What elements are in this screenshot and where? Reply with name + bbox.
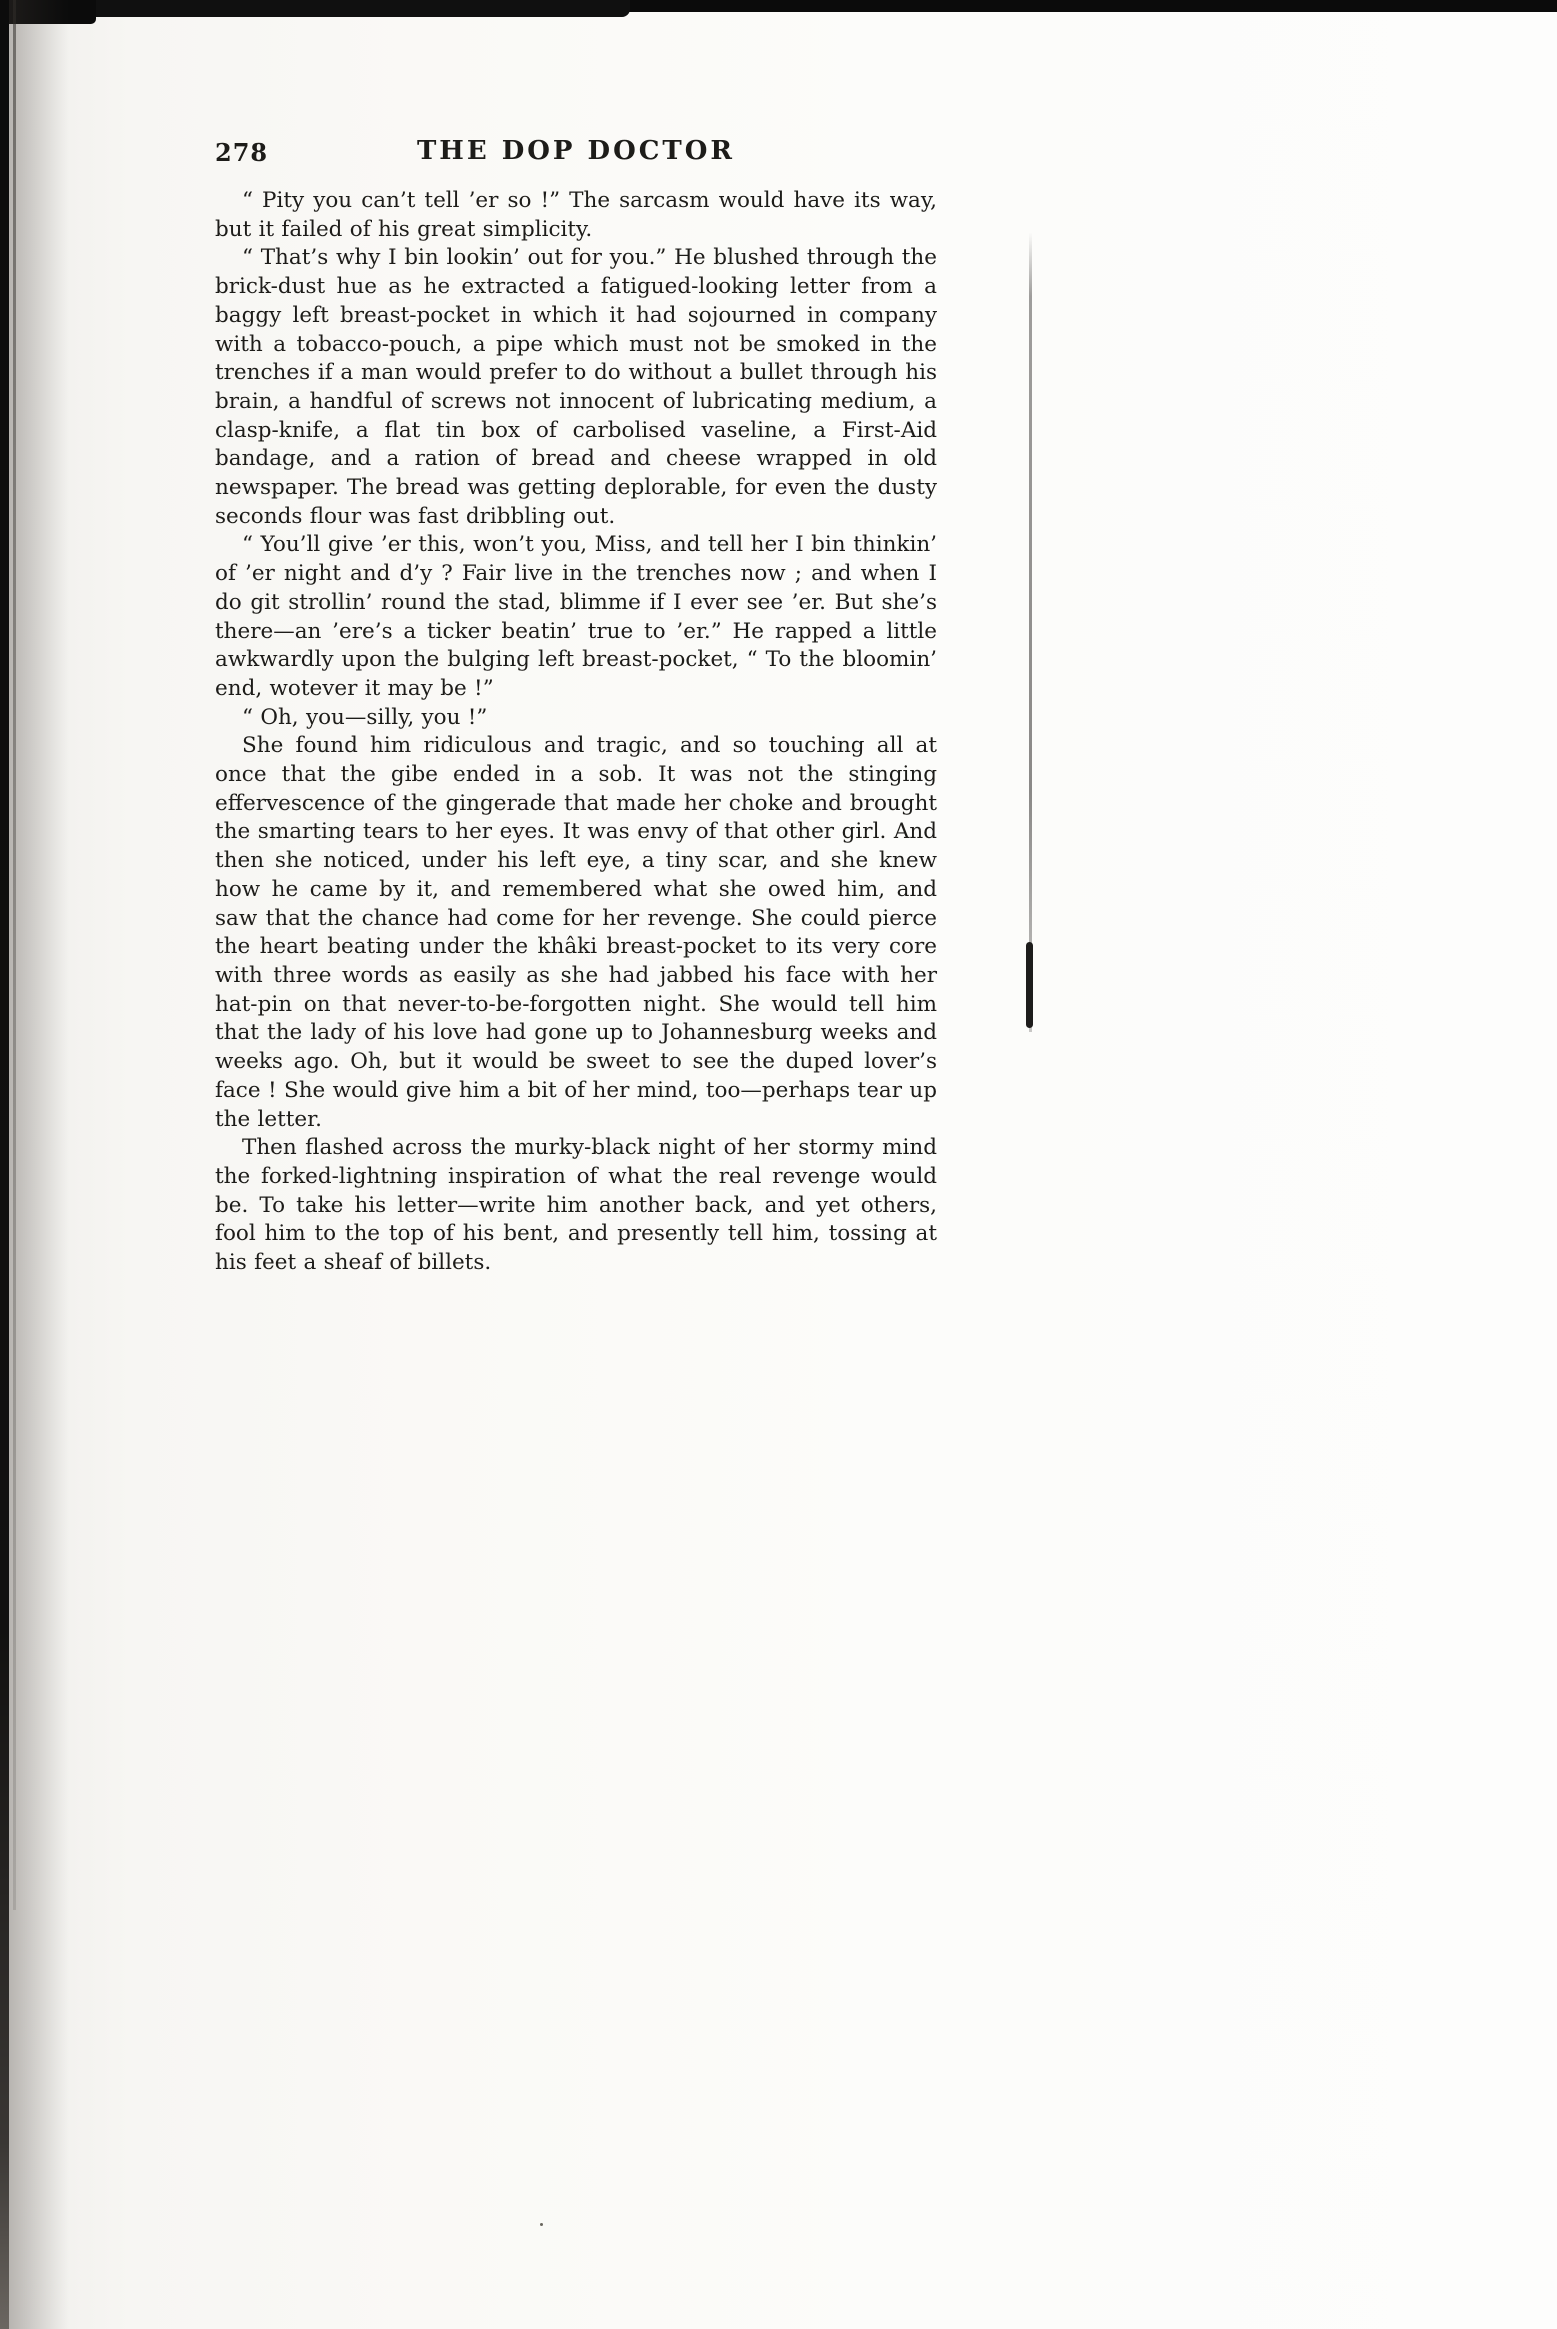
scan-edge-left-shadow <box>9 0 69 2329</box>
body-text <box>215 187 937 1278</box>
page-number: 278 <box>215 138 269 167</box>
scan-artifact-right-mark <box>1026 942 1033 1028</box>
paragraph: “ That’s why I bin lookin’ out for you.” He blushed through the brick-dust hue as he extracted a fatigued-looking letter from a baggy left breast-pocket in which it had sojourned in company with a tobacco-pouch, a pipe which must not be smoked in the trenches if a man would prefer to do without a bullet through his brain, a handful of screws not innocent of lubricating medium, a clasp-knife, a flat tin box of carbolised vaseline, a First-Aid bandage, and a ration of bread and cheese wrapped in old newspaper. The bread was getting deplorable, for even the dusty seconds flour was fast dribbling out. <box>215 245 937 529</box>
scan-edge-top-shadow <box>90 0 630 17</box>
running-title: THE DOP DOCTOR <box>416 136 736 166</box>
paragraph: “ Oh, you—silly, you !” <box>242 704 488 730</box>
page-header <box>215 136 937 172</box>
scan-artifact-right-line <box>1029 232 1032 1032</box>
paragraph: “ Pity you can’t tell ’er so !” The sarcasm would have its way, but it failed of his great simplicity. <box>215 188 937 242</box>
text-block <box>215 136 937 1278</box>
paragraph: “ You’ll give ’er this, won’t you, Miss, and tell her I bin thinkin’ of ’er night and d’y ? Fair live in the trenches now ; and when I do git strollin’ round the stad, blimme if I ever see ’er. But she’s there—an ’ere’s a ticker beatin’ true to ’er.” He rapped a little awkwardly upon the bulging left breast-pocket, “ To the bloomin’ end, wotever it may be !” <box>215 532 937 701</box>
scan-edge-left-binding <box>0 0 9 2329</box>
paragraph: She found him ridiculous and tragic, and so touching all at once that the gibe ended in a sob. It was not the stinging effervescence of the gingerade that made her choke and brought the smarting tears to her eyes. It was envy of that other girl. And then she noticed, under his left eye, a tiny scar, and she knew how he came by it, and remembered what she owed him, and saw that the chance had come for her revenge. She could pierce the heart beating under the khâki breast-pocket to its very core with three words as easily as she had jabbed his face with her hat-pin on that never-to-be-forgotten night. She would tell him that the lady of his love had gone up to Johannesburg weeks and weeks ago. Oh, but it would be sweet to see the duped lover’s face ! She would give him a bit of her mind, too—perhaps tear up the letter. <box>215 733 937 1132</box>
scan-speck <box>540 2223 543 2226</box>
paragraph: Then flashed across the murky-black night of her stormy mind the forked-lightning inspiration of what the real revenge would be. To take his letter—write him another back, and yet others, fool him to the top of his bent, and presently tell him, tossing at his feet a sheaf of billets. <box>215 1135 937 1276</box>
